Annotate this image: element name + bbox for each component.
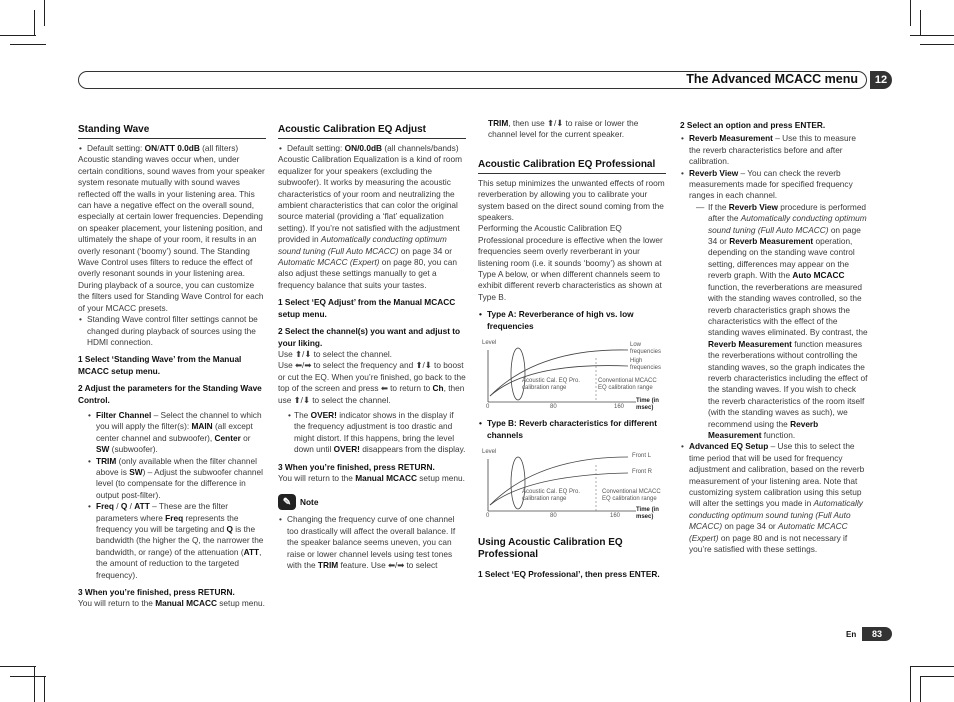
use-frequency: Use ⬅/➡ to select the frequency and ⬆/⬇ to boost or cut the EQ. When you’re finished, go back to the top of the screen and press ⬅ to return to Ch, then use ⬆/⬇ to select the channel.: [278, 360, 466, 405]
tick-160: 160: [610, 512, 621, 519]
conv-range-label: Conventional MCACC EQ calibration range: [598, 378, 657, 392]
conv-range-label: Conventional MCACC EQ calibration range: [602, 488, 661, 502]
crop-mark: [0, 35, 36, 36]
graph-level-label: Level: [482, 340, 497, 347]
crop-mark: [920, 44, 954, 45]
default-setting: • Default setting: ON/ATT 0.0dB (all filters): [78, 143, 266, 154]
crop-mark: [10, 676, 46, 677]
note-heading: ✎ Note: [278, 494, 466, 510]
page-title: The Advanced MCACC menu: [686, 72, 858, 86]
time-axis-label: Time (in msec): [636, 398, 659, 412]
crop-mark: [910, 666, 954, 667]
crop-mark: [34, 10, 35, 36]
step-2: 2 Select the channel(s) you want and adjust to your liking.: [278, 326, 461, 348]
over-indicator-note: • The OVER! indicator shows in the display if the frequency adjustment is too drastic and might distort. If this happens, bring the level down until OVER! disappears from the display.: [278, 410, 466, 456]
crop-mark: [910, 0, 911, 26]
crop-mark: [10, 44, 46, 45]
section-heading: Acoustic Calibration EQ Adjust: [278, 124, 466, 139]
page-number: 83: [862, 627, 892, 641]
crop-mark: [920, 10, 921, 36]
high-frequencies-label: High frequencies: [630, 358, 662, 372]
graph-type-a: [478, 338, 666, 412]
step-1: 1 Select ‘EQ Adjust’ from the Manual MCACC setup menu.: [278, 297, 456, 319]
step-3: 3 When you’re finished, press RETURN.: [78, 587, 235, 598]
reverb-view-note: — If the Reverb View procedure is performed after the Automatically conducting optimum sound tuning (Full Auto MCACC) on page 34 or Reverb Measurement operation, depending on the standing wave control setting, differences may appear on the reverb graph. With the Auto MCACC function, the reverberations are measured with the standing waves controlled, so the reverb characteristics graph shows the characteristics with the effect of the standing waves eliminated. By contrast, the Reverb Measurement function measures the reverberations without controlling the standing waves, so the graph indicates the reverb characteristics including the effect of the standing waves. If you wish to check the reverb characteristics of the room itself (with the standing waves as such), we recommend using the Reverb Measurement function.: [680, 202, 868, 442]
low-frequencies-label: Low frequencies: [630, 342, 662, 356]
language-label: En: [846, 630, 857, 639]
freq-q-att-item: • Freq / Q / ATT – These are the filter parameters where Freq represents the frequency you will be targeting and Q is the bandwidth (the higher the Q, the narrower the bandwidth, or range) of the attenuation (ATT, the amount of reduction to the targeted frequency).: [78, 501, 266, 581]
tick-0: 0: [486, 404, 490, 411]
filter-channel-item: • Filter Channel – Select the channel to which you will apply the filter(s): MAIN (all except center channel and subwoofer), Center or SW (subwoofer).: [78, 410, 266, 456]
intro-text: Acoustic Calibration Equalization is a kind of room equalizer for your speakers (excluding the subwoofer). It works by measuring the acoustic characteristics of your room and neutralizing the ambient characteristics that can color the original source material (providing a ‘flat’ equalization setting). If you’re not satisfied with the adjustment provided in Automatically conducting optimum sound tuning (Full Auto MCACC) on page 34 or Automatic MCACC (Expert) on page 80, you can also adjust these settings manually to get a frequency balance that suits your tastes.: [278, 154, 463, 290]
continued-text: TRIM, then use ⬆/⬇ to raise or lower the channel level for the current speaker.: [488, 118, 639, 140]
tick-0: 0: [486, 512, 490, 519]
section-heading-2: Using Acoustic Calibration EQ Professional: [478, 536, 623, 560]
trim-item: • TRIM (only available when the filter channel above is SW) – Adjust the subwoofer channel level (to compensate for the difference in output post-filter).: [78, 456, 266, 502]
graph-level-label: Level: [482, 448, 497, 455]
time-axis-label: Time (in msec): [636, 506, 659, 520]
front-r-label: Front R: [632, 468, 653, 475]
default-setting: • Default setting: ON/0.0dB (all channels/bands): [278, 143, 466, 154]
hdmi-note: • Standing Wave control filter settings cannot be changed during playback of sources using the HDMI connection.: [78, 314, 266, 348]
crop-mark: [0, 666, 36, 667]
tick-160: 160: [614, 404, 625, 411]
tick-80: 80: [550, 404, 557, 411]
chapter-number: 12: [870, 71, 892, 89]
pencil-icon: ✎: [278, 494, 296, 510]
intro-text-1: This setup minimizes the unwanted effects of room reverberation by allowing you to calibrate your system based on the direct sound coming from the speakers.: [478, 177, 665, 223]
crop-mark: [44, 0, 45, 26]
type-a-label: • Type A: Reverberance of high vs. low frequencies: [478, 309, 666, 332]
step-3: 3 When you’re finished, press RETURN.: [278, 461, 435, 472]
column-eq-professional: [478, 118, 666, 580]
step-1: 1 Select ‘Standing Wave’ from the Manual MCACC setup menu.: [78, 354, 242, 376]
crop-mark: [920, 676, 921, 702]
tick-80: 80: [550, 512, 557, 519]
reverb-measurement-item: • Reverb Measurement – Use this to measure the reverb characteristics before and after calibration.: [680, 133, 868, 167]
graph-type-b: [478, 447, 666, 521]
step-2: 2 Select an option and press ENTER.: [680, 120, 826, 130]
reverb-view-item: • Reverb View – You can check the reverb measurements made for specified frequency ranges in each channel.: [680, 168, 868, 202]
use-channel: Use ⬆/⬇ to select the channel.: [278, 348, 392, 359]
crop-mark: [920, 676, 954, 677]
section-heading: Acoustic Calibration EQ Professional: [478, 159, 666, 174]
note-text: • Changing the frequency curve of one channel too drastically will affect the overall balance. If the speaker balance seems uneven, you can raise or lower channel levels using test tones with the TRIM feature. Use ⬅/➡ to select: [278, 514, 466, 571]
return-text: You will return to the Manual MCACC setup menu.: [78, 598, 265, 609]
column-eq-adjust: [278, 118, 466, 571]
front-l-label: Front L: [632, 452, 652, 459]
advanced-eq-setup-item: • Advanced EQ Setup – Use this to select the time period that will be used for frequency adjustment and calibration, based on the reverb measurement of your listening area. Note that customizing system calibration using this setup will alter the settings you made in Automatically conducting optimum sound tuning (Full Auto MCACC) on page 34 or Automatic MCACC (Expert) on page 80 and is not necessary if you’re satisfied with these settings.: [680, 441, 868, 555]
return-text: You will return to the Manual MCACC setup menu.: [278, 472, 465, 483]
crop-mark: [44, 676, 45, 702]
crop-mark: [910, 666, 911, 702]
intro-text-2: Performing the Acoustic Calibration EQ Professional procedure is effective when the lower frequencies seem overly reverberant in your listening room (i.e. it sounds ‘boomy’) as shown at Type A below, or when different channels seem to exhibit different reverb characteristics as shown at Type B.: [478, 223, 663, 302]
column-standing-wave: [78, 118, 266, 610]
section-heading: Standing Wave: [78, 124, 266, 139]
step-1: 1 Select ‘EQ Professional’, then press ENTER.: [478, 568, 660, 579]
type-b-label: • Type B: Reverb characteristics for different channels: [478, 418, 666, 441]
cal-range-label: Acoustic Cal. EQ Pro. calibration range: [522, 488, 581, 502]
cal-range-label: Acoustic Cal. EQ Pro. calibration range: [522, 378, 581, 392]
crop-mark: [34, 666, 35, 702]
crop-mark: [910, 35, 954, 36]
step-2: 2 Adjust the parameters for the Standing Wave Control.: [78, 383, 262, 405]
intro-text: Acoustic standing waves occur when, under certain conditions, sound waves from your speaker system resonate mutually with sound waves reflected off the walls in your listening area. This can have a negative effect on the overall sound, especially at certain lower frequencies. Depending on speaker placement, your listening position, and ultimately the shape of your room, it results in an overly resonant (‘boomy’) sound. The Standing Wave Control uses filters to reduce the effect of overly resonant sounds in your listening area. During playback of a source, you can customize the filters used for Standing Wave Control for each of your MCACC presets.: [78, 154, 265, 313]
column-options: [680, 118, 868, 555]
